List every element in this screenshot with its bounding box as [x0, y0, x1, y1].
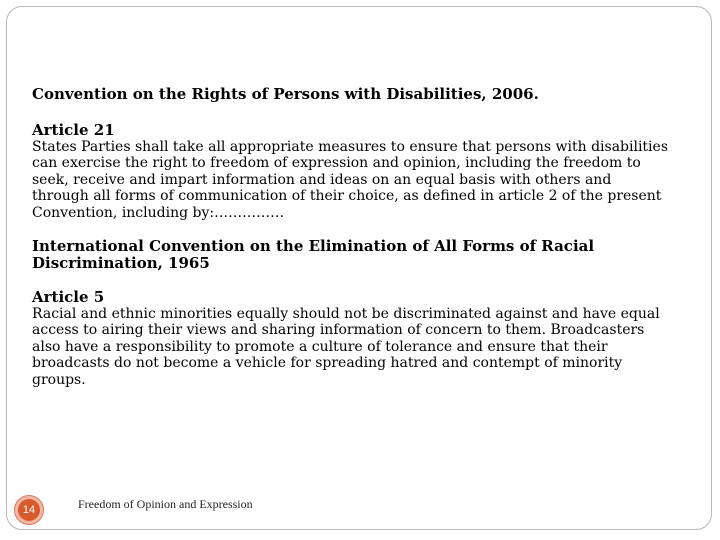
article-label: Article 5 — [32, 288, 105, 307]
article-label: Article 21 — [32, 121, 115, 139]
page-number: 14 — [18, 499, 40, 521]
page-number-badge — [14, 495, 44, 525]
section-icerd — [32, 238, 672, 388]
spacer — [32, 272, 672, 289]
slide-title: Convention on the Rights of Persons with Disabilities, 2006. — [32, 85, 539, 103]
convention-heading: International Convention on the Elimination of All Forms of Racial Discrimination, 1965 — [32, 237, 595, 273]
article-text: States Parties shall take all appropriate measures to ensure that persons with disabilities can exercise the right to freedom of expression and opinion, including the freedom to seek, receive and impart information and ideas on an equal basis with others and through all forms of communication of their choice, as defined in article 2 of the present Convention, including by:…………… — [32, 139, 669, 221]
section-crpd — [32, 122, 672, 221]
footer-caption: Freedom of Opinion and Expression — [78, 497, 253, 511]
article-text: Racial and ethnic minorities equally should not be discriminated against and have equal access to airing their views and sharing information of concern to them. Broadcasters also have a responsibility to promote a culture of tolerance and ensure that their broadcasts do not become a vehicle for spreading hatred and contempt of minority groups. — [32, 306, 660, 388]
slide-content — [32, 86, 672, 405]
